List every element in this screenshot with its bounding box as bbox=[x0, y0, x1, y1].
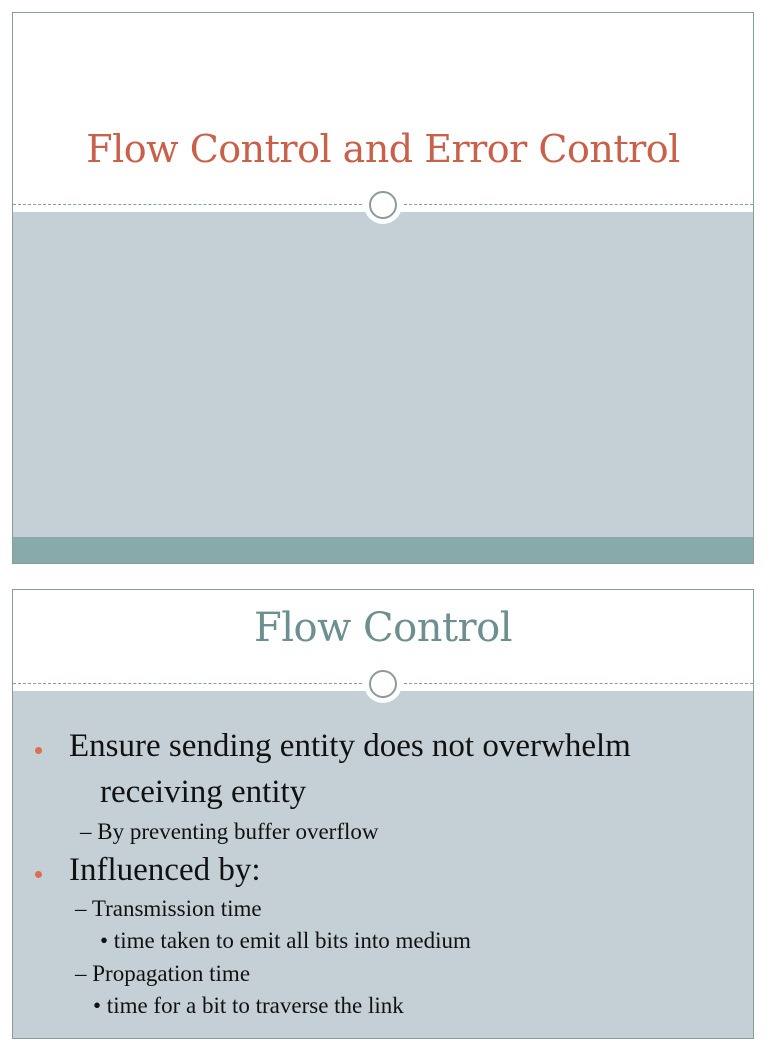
slide-title: Flow Control bbox=[253, 605, 513, 651]
bullet-list bbox=[13, 691, 753, 1039]
sub-bullet-text: – Transmission time bbox=[75, 896, 262, 921]
circle-ornament-icon bbox=[364, 665, 402, 703]
bullet-dot-icon bbox=[35, 871, 42, 878]
sub-sub-bullet-text: • time for a bit to traverse the link bbox=[93, 993, 404, 1018]
slide-1 bbox=[12, 12, 754, 564]
circle-ornament-icon bbox=[364, 186, 402, 224]
footer-band bbox=[13, 537, 753, 564]
sub-bullet-text: – Propagation time bbox=[75, 961, 251, 986]
slide-title-area bbox=[13, 13, 753, 205]
bullet-text: Influenced by: bbox=[69, 852, 261, 888]
slide-title: Flow Control and Error Control bbox=[86, 127, 680, 171]
slide-2 bbox=[12, 589, 754, 1039]
bullet-dot-icon bbox=[35, 747, 42, 754]
bullet-text-continued: receiving entity bbox=[100, 774, 307, 810]
slide-body bbox=[13, 691, 753, 1039]
sub-bullet-text: – By preventing buffer overflow bbox=[80, 819, 379, 844]
sub-sub-bullet-text: • time taken to emit all bits into medium bbox=[100, 928, 471, 953]
bullet-text: Ensure sending entity does not overwhelm bbox=[69, 728, 631, 764]
slide-body bbox=[13, 212, 753, 537]
